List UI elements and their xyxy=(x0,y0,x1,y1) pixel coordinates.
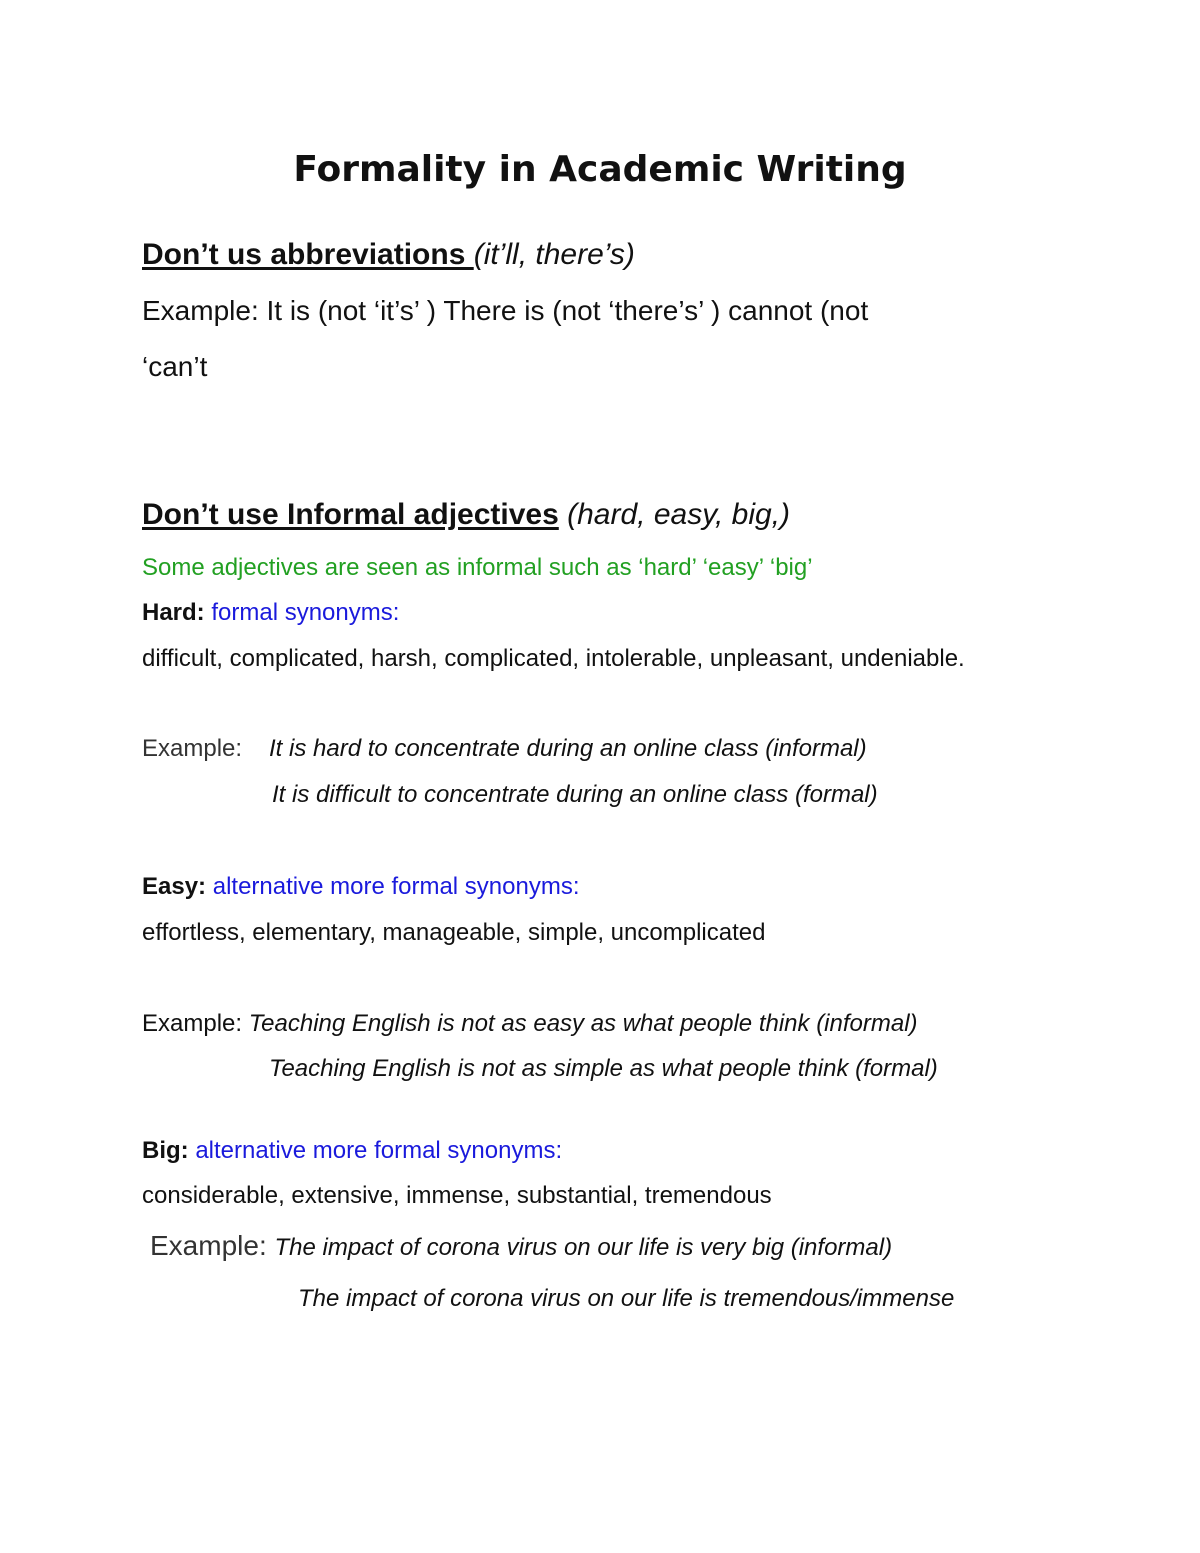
page-title: Formality in Academic Writing xyxy=(293,149,907,190)
big-synonyms: considerable, extensive, immense, substantial, tremendous xyxy=(142,1182,772,1209)
section-heading-adjectives xyxy=(142,500,790,530)
big-desc: alternative more formal synonyms: xyxy=(188,1137,563,1164)
section-heading-abbreviations xyxy=(142,240,635,270)
easy-example xyxy=(142,1012,918,1036)
abbreviation-example-line-1: Example: It is (not ‘it’s’ ) There is (not ‘there’s’ ) cannot (not xyxy=(142,295,869,326)
example-label: Example: xyxy=(150,1230,275,1261)
big-label: Big: xyxy=(142,1137,189,1164)
easy-example-informal: Teaching English is not as easy as what people think (informal) xyxy=(248,1010,918,1037)
example-label: Example: xyxy=(142,1010,249,1037)
big-example xyxy=(150,1232,892,1260)
hard-label: Hard: xyxy=(142,599,205,626)
example-label: Example: xyxy=(142,735,243,762)
big-example-informal: The impact of corona virus on our life is very big (informal) xyxy=(274,1234,893,1261)
easy-heading xyxy=(142,875,580,899)
easy-example-formal: Teaching English is not as simple as what people think (formal) xyxy=(269,1055,938,1082)
heading-examples: (it’ll, there’s) xyxy=(473,238,635,271)
easy-label: Easy: xyxy=(142,873,207,900)
big-heading xyxy=(142,1139,562,1163)
hard-synonyms: difficult, complicated, harsh, complicated, intolerable, unpleasant, undeniable. xyxy=(142,645,965,672)
hard-example-formal: It is difficult to concentrate during an online class (formal) xyxy=(272,781,878,808)
big-example-formal: The impact of corona virus on our life is tremendous/immense xyxy=(298,1285,955,1312)
heading-text: Don’t use Informal adjectives xyxy=(142,498,559,531)
hard-example-label xyxy=(142,737,242,761)
hard-example-informal: It is hard to concentrate during an online class (informal) xyxy=(269,735,867,762)
abbreviation-example-line-2: ‘can’t xyxy=(142,351,208,382)
hard-heading xyxy=(142,601,399,625)
heading-text: Don’t us abbreviations xyxy=(142,238,474,271)
informal-adjectives-note: Some adjectives are seen as informal such as ‘hard’ ‘easy’ ‘big’ xyxy=(142,554,813,581)
easy-desc: alternative more formal synonyms: xyxy=(206,873,580,900)
heading-examples: (hard, easy, big,) xyxy=(558,498,790,531)
hard-desc: formal synonyms: xyxy=(204,599,400,626)
easy-synonyms: effortless, elementary, manageable, simple, uncomplicated xyxy=(142,919,766,946)
